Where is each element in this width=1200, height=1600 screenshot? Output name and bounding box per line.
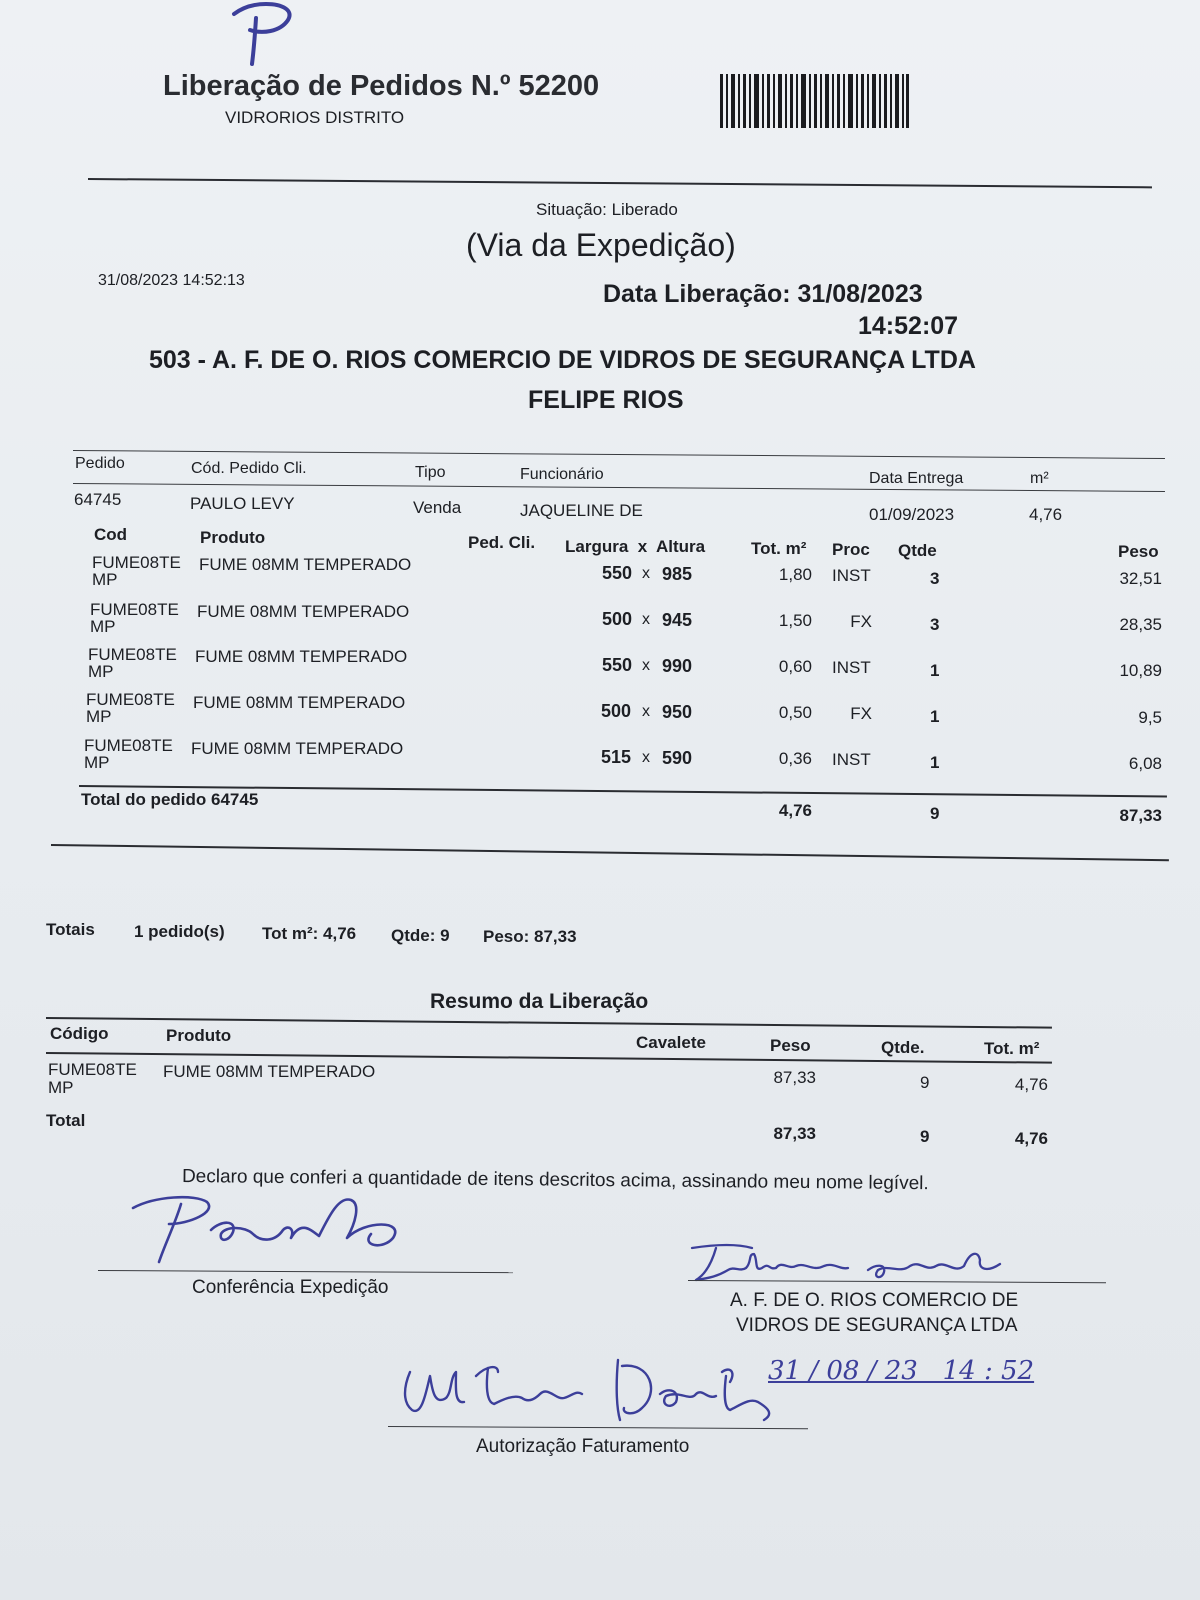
item-qtde: 1 <box>930 707 940 726</box>
item-tot-m2: 0,36 <box>778 749 812 768</box>
col-cod-pedido-cli-header: Cód. Pedido Cli. <box>191 460 307 477</box>
item-qtde: 3 <box>930 615 940 634</box>
order-pedido-value: 64745 <box>74 490 122 509</box>
resumo-total-peso: 87,33 <box>773 1124 816 1143</box>
items-total-qtde: 9 <box>930 804 940 823</box>
order-funcionario-value: JAQUELINE DE <box>520 501 643 520</box>
autorizacao-signature <box>390 1352 790 1432</box>
item-peso: 10,89 <box>1119 661 1162 680</box>
conferencia-signature <box>125 1190 425 1270</box>
company-short-name: VIDRORIOS DISTRITO <box>225 108 405 127</box>
order-header-rule <box>73 483 1165 492</box>
items-section-end-rule <box>51 844 1169 861</box>
col-tot-m2-header: Tot. m² <box>751 539 807 558</box>
company-sign-label-line1: A. F. DE O. RIOS COMERCIO DE <box>730 1290 1019 1311</box>
item-peso: 32,51 <box>1119 569 1162 588</box>
item-altura: 590 <box>662 748 693 768</box>
item-produto: FUME 08MM TEMPERADO <box>195 647 408 666</box>
resumo-col-qtde-header: Qtde. <box>881 1038 925 1057</box>
item-proc: FX <box>850 612 872 631</box>
item-cod-suffix: MP <box>86 707 112 726</box>
item-x: x <box>642 611 650 628</box>
item-cod: FUME08TE <box>92 553 181 572</box>
resumo-col-peso-header: Peso <box>770 1036 811 1055</box>
order-cod-pedido-cli-value: PAULO LEVY <box>190 494 295 513</box>
resumo-col-tot-m2-header: Tot. m² <box>984 1039 1040 1058</box>
item-largura: 550 <box>601 563 632 583</box>
item-peso: 9,5 <box>1138 708 1162 727</box>
item-altura: 985 <box>662 564 693 584</box>
item-cod: FUME08TE <box>90 600 179 619</box>
item-tot-m2: 0,50 <box>778 703 812 722</box>
autorizacao-label: Autorização Faturamento <box>476 1436 690 1457</box>
resumo-total-tot-m2: 4,76 <box>1014 1129 1048 1148</box>
item-proc: INST <box>832 750 871 769</box>
document-title: Liberação de Pedidos N.º 52200 <box>163 70 600 102</box>
col-largura-altura-header: Largura x Altura <box>565 537 706 556</box>
item-cod-suffix: MP <box>88 662 114 681</box>
resumo-title: Resumo da Liberação <box>430 990 649 1013</box>
totais-pedidos: 1 pedido(s) <box>134 922 225 941</box>
item-cod: FUME08TE <box>86 690 175 709</box>
item-cod-suffix: MP <box>84 753 110 772</box>
company-sign-label-line2: VIDROS DE SEGURANÇA LTDA <box>736 1315 1018 1336</box>
item-qtde: 1 <box>930 661 940 680</box>
item-altura: 990 <box>662 656 693 676</box>
situacao-status: Situação: Liberado <box>536 200 678 219</box>
resumo-col-produto-header: Produto <box>166 1026 232 1045</box>
declaration-text: Declaro que conferi a quantidade de itens descritos acima, assinando meu nome legível. <box>181 1166 929 1195</box>
item-tot-m2: 1,80 <box>778 565 812 584</box>
resumo-total-label: Total <box>46 1111 86 1130</box>
item-cod: FUME08TE <box>88 645 177 664</box>
client-line: 503 - A. F. DE O. RIOS COMERCIO DE VIDROS DE SEGURANÇA LTDA <box>149 346 976 374</box>
order-m2-value: 4,76 <box>1029 505 1063 524</box>
item-tot-m2: 0,60 <box>778 657 812 676</box>
resumo-col-codigo-header: Código <box>50 1024 109 1043</box>
col-ped-cli-header: Ped. Cli. <box>468 533 536 552</box>
order-tipo-value: Venda <box>413 498 462 517</box>
handwritten-initial-mark <box>222 0 312 70</box>
items-total-label: Total do pedido 64745 <box>81 790 259 809</box>
handwritten-date: 31 / 08 / 23 14 : 52 <box>768 1356 1035 1386</box>
col-cod-header: Cod <box>94 525 128 544</box>
item-x: x <box>642 657 650 674</box>
via-label: (Via da Expedição) <box>466 227 736 263</box>
items-total-peso: 87,33 <box>1119 806 1162 825</box>
resumo-qtde: 9 <box>920 1073 930 1092</box>
totais-tot-m2: Tot m²: 4,76 <box>262 924 357 943</box>
item-qtde: 3 <box>930 569 940 588</box>
col-m2-header: m² <box>1030 470 1049 487</box>
totais-peso: Peso: 87,33 <box>483 927 577 946</box>
resumo-total-qtde: 9 <box>920 1127 930 1146</box>
col-data-entrega-header: Data Entrega <box>869 470 964 487</box>
item-cod-suffix: MP <box>90 617 116 636</box>
item-proc: INST <box>832 566 871 585</box>
item-peso: 6,08 <box>1128 754 1162 773</box>
col-funcionario-header: Funcionário <box>520 466 604 483</box>
item-proc: INST <box>832 658 871 677</box>
order-data-entrega-value: 01/09/2023 <box>869 505 955 524</box>
resumo-tot-m2: 4,76 <box>1014 1075 1048 1094</box>
order-table-top-rule <box>73 450 1165 459</box>
conferencia-label: Conferência Expedição <box>192 1277 389 1298</box>
item-x: x <box>642 703 650 720</box>
item-cod-suffix: MP <box>92 570 118 589</box>
item-altura: 945 <box>662 610 693 630</box>
item-x: x <box>642 565 650 582</box>
resumo-cod: FUME08TE <box>48 1060 137 1079</box>
col-tipo-header: Tipo <box>415 464 446 481</box>
item-cod: FUME08TE <box>84 736 173 755</box>
item-proc: FX <box>850 704 872 723</box>
data-liberacao-time: 14:52:07 <box>858 312 959 340</box>
item-x: x <box>642 749 650 766</box>
item-produto: FUME 08MM TEMPERADO <box>193 693 406 712</box>
col-peso-header: Peso <box>1118 542 1159 561</box>
item-largura: 500 <box>601 609 632 629</box>
totais-qtde: Qtde: 9 <box>391 926 450 945</box>
resumo-cod-suffix: MP <box>48 1078 74 1097</box>
data-liberacao: Data Liberação: 31/08/2023 <box>603 280 923 308</box>
conferencia-signature-line <box>98 1270 513 1273</box>
print-timestamp: 31/08/2023 14:52:13 <box>98 272 245 289</box>
item-produto: FUME 08MM TEMPERADO <box>199 555 412 574</box>
item-produto: FUME 08MM TEMPERADO <box>191 739 404 758</box>
col-proc-header: Proc <box>832 540 870 559</box>
item-largura: 550 <box>601 655 632 675</box>
totais-label: Totais <box>46 920 95 939</box>
col-pedido-header: Pedido <box>75 455 125 472</box>
item-largura: 500 <box>600 701 631 721</box>
col-produto-header: Produto <box>200 528 266 547</box>
header-divider <box>88 178 1152 188</box>
item-altura: 950 <box>662 702 693 722</box>
item-produto: FUME 08MM TEMPERADO <box>197 602 410 621</box>
company-signature <box>688 1240 1018 1290</box>
item-tot-m2: 1,50 <box>778 611 812 630</box>
col-qtde-header: Qtde <box>898 541 937 560</box>
client-name: FELIPE RIOS <box>528 386 684 414</box>
resumo-col-cavalete-header: Cavalete <box>636 1033 706 1052</box>
resumo-peso: 87,33 <box>773 1068 816 1087</box>
item-largura: 515 <box>600 747 631 767</box>
item-qtde: 1 <box>930 753 940 772</box>
item-peso: 28,35 <box>1119 615 1162 634</box>
items-total-m2: 4,76 <box>778 801 812 820</box>
resumo-produto: FUME 08MM TEMPERADO <box>163 1062 376 1081</box>
barcode <box>720 74 910 128</box>
